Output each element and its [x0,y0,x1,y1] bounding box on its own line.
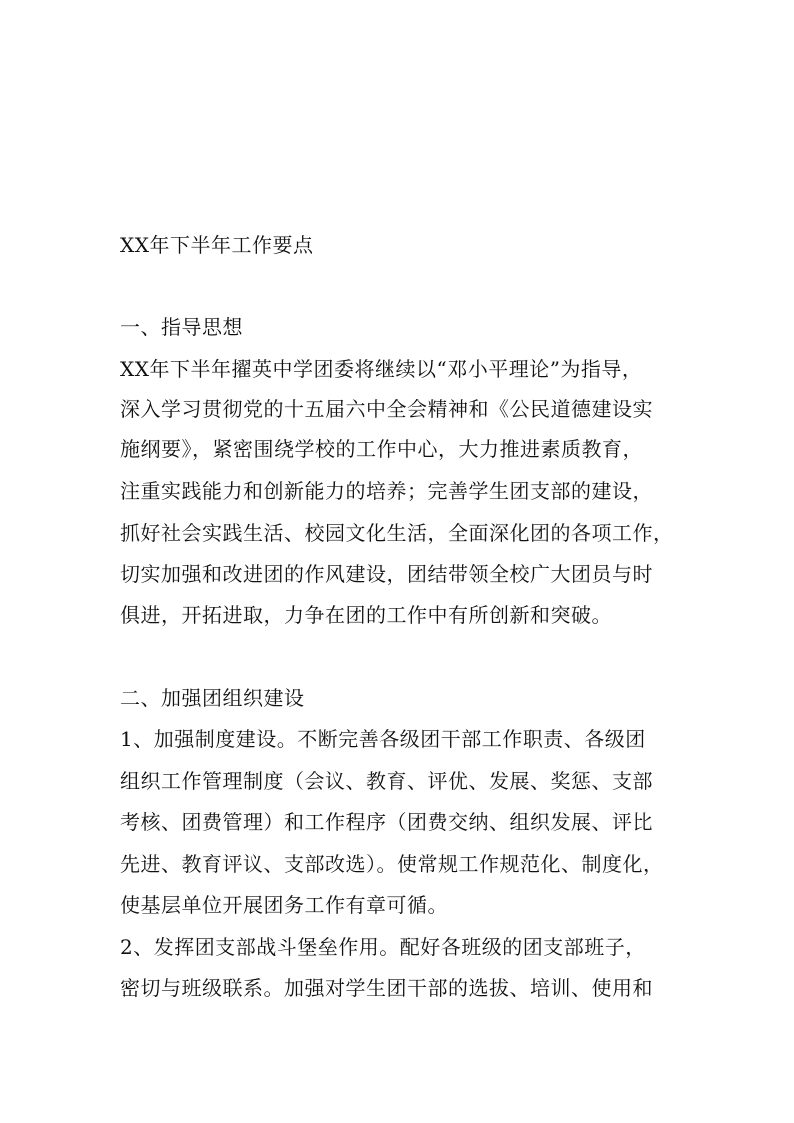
paragraph-line: 注重实践能力和创新能力的培养；完善学生团支部的建设， [120,479,653,503]
section-heading: 二、加强团组织建设 [120,686,305,710]
paragraph-line: 切实加强和改进团的作风建设，团结带领全校广大团员与时 [120,562,653,586]
section-heading: 一、指导思想 [120,315,243,339]
paragraph-line: 抓好社会实践生活、校园文化生活，全面深化团的各项工作， [120,521,674,545]
paragraph-line: 施纲要》，紧密围绕学校的工作中心，大力推进素质教育， [120,437,643,461]
paragraph-line: XX年下半年擢英中学团委将继续以“邓小平理论”为指导， [120,357,643,381]
paragraph-line: 深入学习贯彻党的十五届六中全会精神和《公民道德建设实 [120,397,653,421]
document-title: XX年下半年工作要点 [120,233,314,257]
paragraph-line: 1、加强制度建设。不断完善各级团干部工作职责、各级团 [120,727,646,751]
paragraph-line: 密切与班级联系。加强对学生团干部的选拔、培训、使用和 [120,976,653,1000]
paragraph-line: 考核、团费管理）和工作程序（团费交纳、组织发展、评比 [120,810,653,834]
paragraph-line: 2、发挥团支部战斗堡垒作用。配好各班级的团支部班子， [120,935,646,959]
paragraph-line: 先进、教育评议、支部改选）。使常规工作规范化、制度化， [120,852,664,876]
paragraph-line: 俱进，开拓进取，力争在团的工作中有所创新和突破。 [120,603,612,627]
paragraph-line: 使基层单位开展团务工作有章可循。 [120,893,448,917]
paragraph-line: 组织工作管理制度（会议、教育、评优、发展、奖惩、支部 [120,769,653,793]
